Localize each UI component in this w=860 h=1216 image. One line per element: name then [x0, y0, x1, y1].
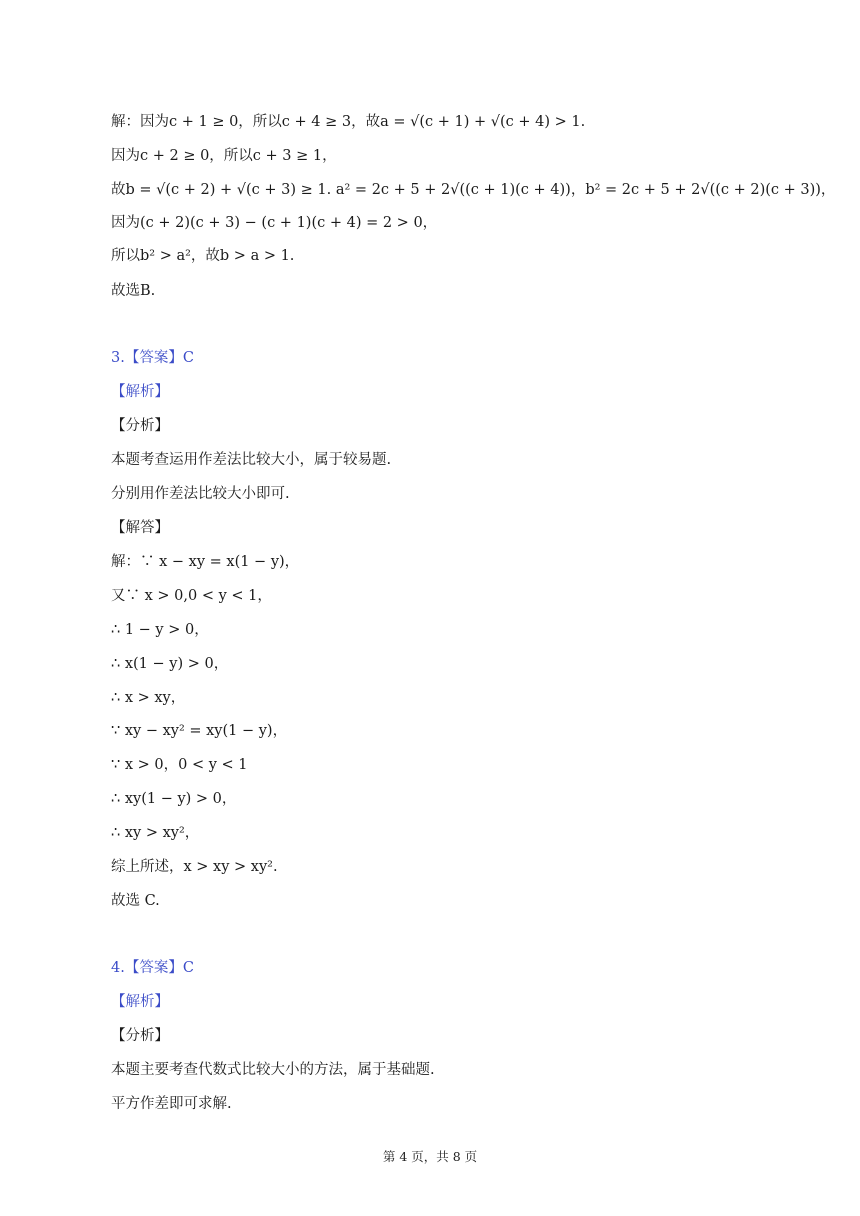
q3-choice: 故选 C.: [111, 893, 160, 909]
q3-step-3: ∴ 1 − y > 0，: [111, 622, 209, 638]
q3-step-5: ∴ x > xy，: [111, 690, 186, 706]
solution-line-5: 所以b² > a²，故b > a > 1.: [111, 248, 295, 264]
q4-analysis-label: 【解析】: [111, 994, 169, 1010]
q3-jieda-label: 【解答】: [111, 520, 169, 536]
q3-text-1: 本题考查运用作差法比较大小，属于较易题.: [111, 452, 392, 468]
q3-step-1: 解：∵ x − xy = x(1 − y)，: [111, 554, 300, 570]
q3-step-4: ∴ x(1 − y) > 0，: [111, 656, 229, 672]
q3-text-2: 分别用作差法比较大小即可.: [111, 486, 290, 502]
q3-step-6: ∵ xy − xy² = xy(1 − y)，: [111, 723, 288, 739]
q4-text-2: 平方作差即可求解.: [111, 1096, 232, 1112]
solution-line-3: 故b = √(c + 2) + √(c + 3) ≥ 1. a² = 2c + 5 + 2√((c + 1)(c + 4))，b² = 2c + 5 + 2√((c + 2)(c + 3))，: [111, 182, 836, 198]
q3-step-7: ∵ x > 0，0 < y < 1: [111, 757, 248, 773]
q3-summary: 综上所述，x > xy > xy².: [111, 859, 278, 875]
page-footer: 第 4 页，共 8 页: [382, 1149, 478, 1164]
solution-line-4: 因为(c + 2)(c + 3) − (c + 1)(c + 4) = 2 > 0，: [111, 215, 438, 231]
solution-line-1: 解：因为c + 1 ≥ 0，所以c + 4 ≥ 3，故a = √(c + 1) + √(c + 4) > 1.: [111, 114, 586, 130]
q3-step-2: 又∵ x > 0,0 < y < 1，: [111, 588, 272, 604]
q3-fenxi-label: 【分析】: [111, 418, 169, 434]
q3-answer-heading: 3.【答案】C: [111, 350, 194, 366]
q4-fenxi-label: 【分析】: [111, 1028, 169, 1044]
q3-step-8: ∴ xy(1 − y) > 0，: [111, 791, 237, 807]
q4-answer-heading: 4.【答案】C: [111, 960, 194, 976]
solution-line-2: 因为c + 2 ≥ 0，所以c + 3 ≥ 1，: [111, 148, 337, 164]
q4-text-1: 本题主要考查代数式比较大小的方法，属于基础题.: [111, 1062, 435, 1078]
q3-step-9: ∴ xy > xy²，: [111, 825, 200, 841]
q3-analysis-label: 【解析】: [111, 384, 169, 400]
solution-line-6: 故选B.: [111, 283, 156, 299]
